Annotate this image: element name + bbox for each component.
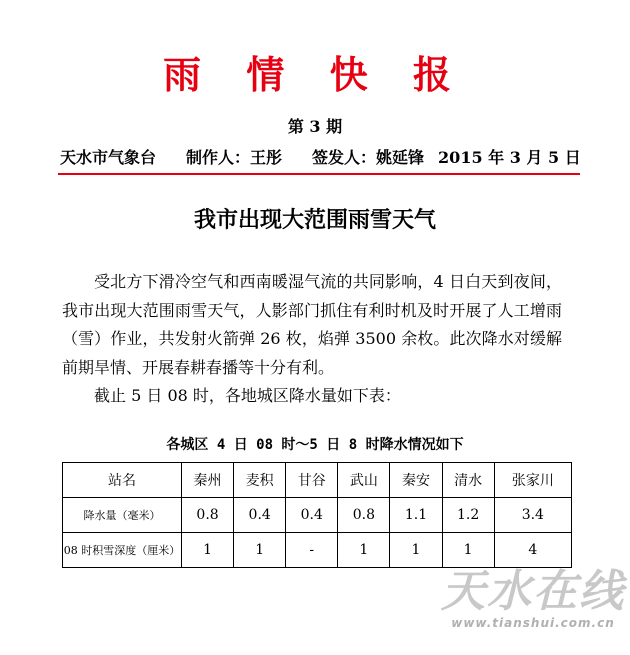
station-name: 清水 [442,463,494,498]
header-divider [58,173,580,175]
author-name: 制作人：王彤 [186,148,283,167]
table-cell: 1.2 [442,498,494,533]
body-paragraph: 截止 5 日 08 时，各地城区降水量如下表： [94,386,401,405]
bulletin-title: 雨 情 快 报 [163,53,467,97]
table-cell: 4 [494,533,571,568]
watermark-logo-text: 天水在线 [441,566,625,617]
table-cell: 3.4 [494,498,571,533]
signer-name: 签发人：姚延锋 [312,148,425,167]
table-cell: 1 [442,533,494,568]
bulletin-meta-line [60,145,580,168]
body-paragraph: 受北方下滑冷空气和西南暖湿气流的共同影响，4 日白天到夜间，我市出现大范围雨雪天气，人影部门抓住有利时机及时开展了人工增雨（雪）作业，共发射火箭弹 26 枚，焰弹 3500 余枚。此次降水对缓解前期旱情、开展春耕春播等十分有利。 [62,272,562,377]
issue-date: 2015 年 3 月 5 日 [438,148,581,167]
table-cell: 1 [338,533,390,568]
table-row [63,498,572,533]
station-name: 甘谷 [286,463,338,498]
table-row [63,533,572,568]
table-cell: 0.8 [338,498,390,533]
station-column-header: 站名 [63,463,182,498]
station-name: 张家川 [494,463,571,498]
watermark-url: www.tianshui.com.cn [451,616,615,630]
station-name: 武山 [338,463,390,498]
table-cell: 1 [234,533,286,568]
issue-number: 第 3 期 [287,117,343,136]
table-cell: 1 [182,533,234,568]
table-cell: 0.4 [234,498,286,533]
table-cell: - [286,533,338,568]
table-cell: 1.1 [390,498,442,533]
site-watermark [438,568,628,630]
table-caption: 各城区 4 日 08 时～5 日 8 时降水情况如下 [166,437,464,453]
row-label: 降水量（毫米） [63,498,182,533]
table-cell: 0.4 [286,498,338,533]
station-name: 秦州 [182,463,234,498]
table-cell: 0.8 [182,498,234,533]
article-headline: 我市出现大范围雨雪天气 [193,208,436,233]
article-body [62,268,562,411]
table-header-row [63,463,572,498]
station-name: 麦积 [234,463,286,498]
row-label: 08 时积雪深度（厘米） [63,533,182,568]
precipitation-table [62,462,572,568]
station-name: 秦安 [390,463,442,498]
table-cell: 1 [390,533,442,568]
agency-name: 天水市气象台 [60,148,157,167]
